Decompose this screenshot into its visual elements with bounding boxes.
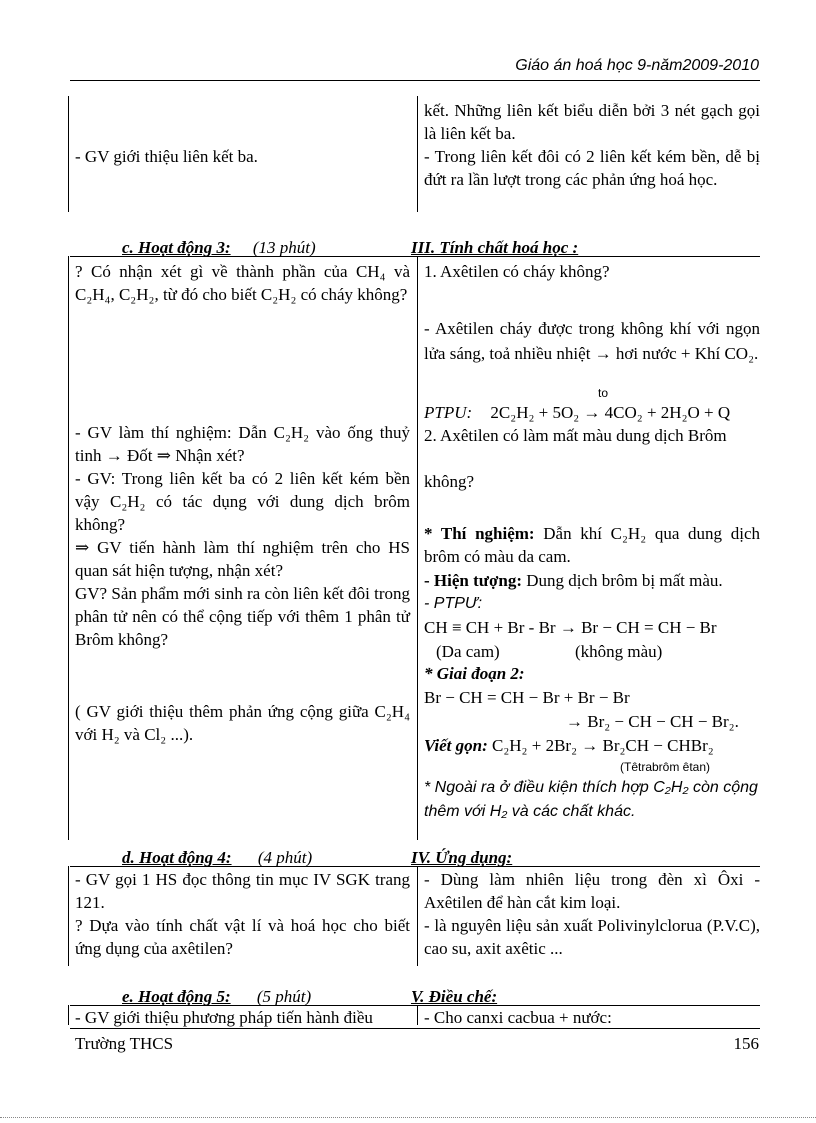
activity3-left-do: ⇒ GV tiến hành làm thí nghiệm trên cho HS quan sát hiện tượng, nhận xét? — [75, 538, 410, 580]
top-left-text: - GV giới thiệu liên kết ba. — [75, 147, 258, 166]
activity4-right-1: - Dùng làm nhiên liệu trong đèn xì Ôxi - Axêtilen để hàn cắt kim loại. — [424, 870, 760, 912]
activity3-section: III. Tính chất hoá học : — [411, 238, 579, 257]
activity4-border-left — [68, 866, 69, 966]
bottom-edge — [0, 1117, 816, 1118]
activity4-left-1: - GV gọi 1 HS đọc thông tin mục IV SGK trang 121. — [75, 870, 410, 912]
activity5-border-left — [68, 1005, 69, 1025]
reaction-eq2a: Br − CH = CH − Br + Br − Br — [424, 688, 630, 707]
activity3-left-q1: ? Có nhận xét gì về thành phần của CH₄ và C₂H₄, C₂H₂, từ đó cho biết C₂H₂ có cháy không? — [75, 262, 410, 304]
short-equation — [424, 734, 714, 757]
heat-symbol: to — [598, 386, 609, 400]
top-right-text-1: kết. Những liên kết biểu diễn bởi 3 nét gạch gọi là liên kết ba. — [424, 101, 760, 143]
top-right-text-2: - Trong liên kết đôi có 2 liên kết kém bền, dễ bị đứt ra lần lượt trong các phản ứng hoá học. — [424, 147, 760, 189]
page-header: Giáo án hoá học 9-năm2009-2010 — [515, 57, 759, 74]
reaction-eq1-colorless: (không màu) — [575, 642, 663, 661]
phenomenon-block — [424, 569, 760, 592]
footer-school: Trường THCS — [75, 1034, 174, 1053]
activity3-left-gv: - GV: Trong liên kết ba có 2 liên kết kém bền vậy C₂H₂ có tác dụng với dung dịch brôm không? — [75, 469, 410, 534]
combustion-equation — [424, 401, 760, 424]
activity3-note: * Ngoài ra ở điều kiện thích hợp C₂H₂ còn cộng thêm với H₂ và các chất khác. — [424, 779, 758, 820]
short-eq: C₂H₂ + 2Br₂ → Br₂CH − CHBr₂ — [492, 736, 714, 755]
activity5-divider — [417, 1005, 418, 1025]
activity3-title: c. Hoạt động 3: — [122, 238, 231, 257]
activity3-left-block — [75, 421, 410, 651]
activity3-border-left — [68, 256, 69, 840]
stage2-label: * Giai đoạn 2: — [424, 664, 525, 683]
phenomenon-label: - Hiện tượng: — [424, 571, 522, 590]
pt-equation: 2C₂H₂ + 5O₂ → 4CO₂ + 2H₂O + Q — [490, 403, 731, 422]
table-border-left — [68, 96, 69, 212]
header-rule — [70, 80, 760, 81]
activity4-section: IV. Ứng dụng: — [411, 848, 513, 867]
product-name: (Têtrabrôm êtan) — [620, 760, 711, 774]
activity5-time: (5 phút) — [256, 987, 312, 1006]
phenomenon-text: Dung dịch brôm bị mất màu. — [526, 571, 723, 590]
activity3-right-q2a: 2. Axêtilen có làm mất màu dung dịch Brôm — [424, 426, 727, 445]
activity5-section: V. Điều chế: — [411, 987, 498, 1006]
reaction-eq2b: → Br₂ − CH − CH − Br₂. — [566, 712, 739, 731]
activity4-rule — [70, 866, 760, 867]
activity3-right-a1: - Axêtilen cháy được trong không khí với ngọn lửa sáng, toả nhiều nhiệt → hơi nước + Khí CO₂. — [424, 319, 760, 363]
experiment-label: * Thí nghiệm: — [424, 524, 535, 543]
activity3-left-intro: ( GV giới thiệu thêm phản ứng cộng giữa C₂H₄ với H₂ và Cl₂ ...). — [75, 702, 410, 744]
top-right-block — [424, 99, 760, 191]
activity3-divider — [417, 256, 418, 840]
activity3-time: (13 phút) — [252, 238, 316, 257]
short-label: Viết gọn: — [424, 736, 488, 755]
table-divider — [417, 96, 418, 212]
activity4-right-block — [424, 868, 760, 960]
reaction-label: - PTPƯ: — [424, 595, 483, 612]
activity5-left-1: - GV giới thiệu phương pháp tiến hành điều — [75, 1008, 373, 1027]
reaction-eq1: CH ≡ CH + Br - Br → Br − CH = CH − Br — [424, 618, 717, 637]
activity4-time: (4 phút) — [257, 848, 313, 867]
activity3-right-q1: 1. Axêtilen có cháy không? — [424, 262, 610, 281]
activity5-title: e. Hoạt động 5: — [122, 987, 231, 1006]
pt-label: PTPU: — [424, 403, 473, 422]
activity3-right-q2b: không? — [424, 472, 475, 491]
footer-rule — [70, 1028, 760, 1029]
activity4-divider — [417, 866, 418, 966]
activity4-title: d. Hoạt động 4: — [122, 848, 232, 867]
activity4-left-2: ? Dựa vào tính chất vật lí và hoá học cho biết ứng dụng của axêtilen? — [75, 916, 410, 958]
page-number: 156 — [733, 1034, 759, 1053]
reaction-eq1-orange: (Da cam) — [436, 642, 500, 661]
activity5-right-1: - Cho canxi cacbua + nước: — [424, 1008, 612, 1027]
activity3-left-gvq: GV? Sản phẩm mới sinh ra còn liên kết đôi trong phân tử nên có thể cộng tiếp với thêm 1 phân tử Brôm không? — [75, 584, 410, 649]
experiment-block — [424, 522, 760, 568]
activity4-right-2: - là nguyên liệu sản xuất Polivinylclorua (P.V.C), cao su, axit axêtic ... — [424, 916, 760, 958]
experiment-text: Dẫn khí C₂H₂ qua dung dịch brôm có màu da cam. — [424, 524, 760, 566]
activity4-left-block — [75, 868, 410, 960]
activity3-rule — [70, 256, 760, 257]
activity3-left-exp: - GV làm thí nghiệm: Dẫn C₂H₂ vào ống thuỷ tinh → Đốt ⇒ Nhận xét? — [75, 423, 410, 465]
